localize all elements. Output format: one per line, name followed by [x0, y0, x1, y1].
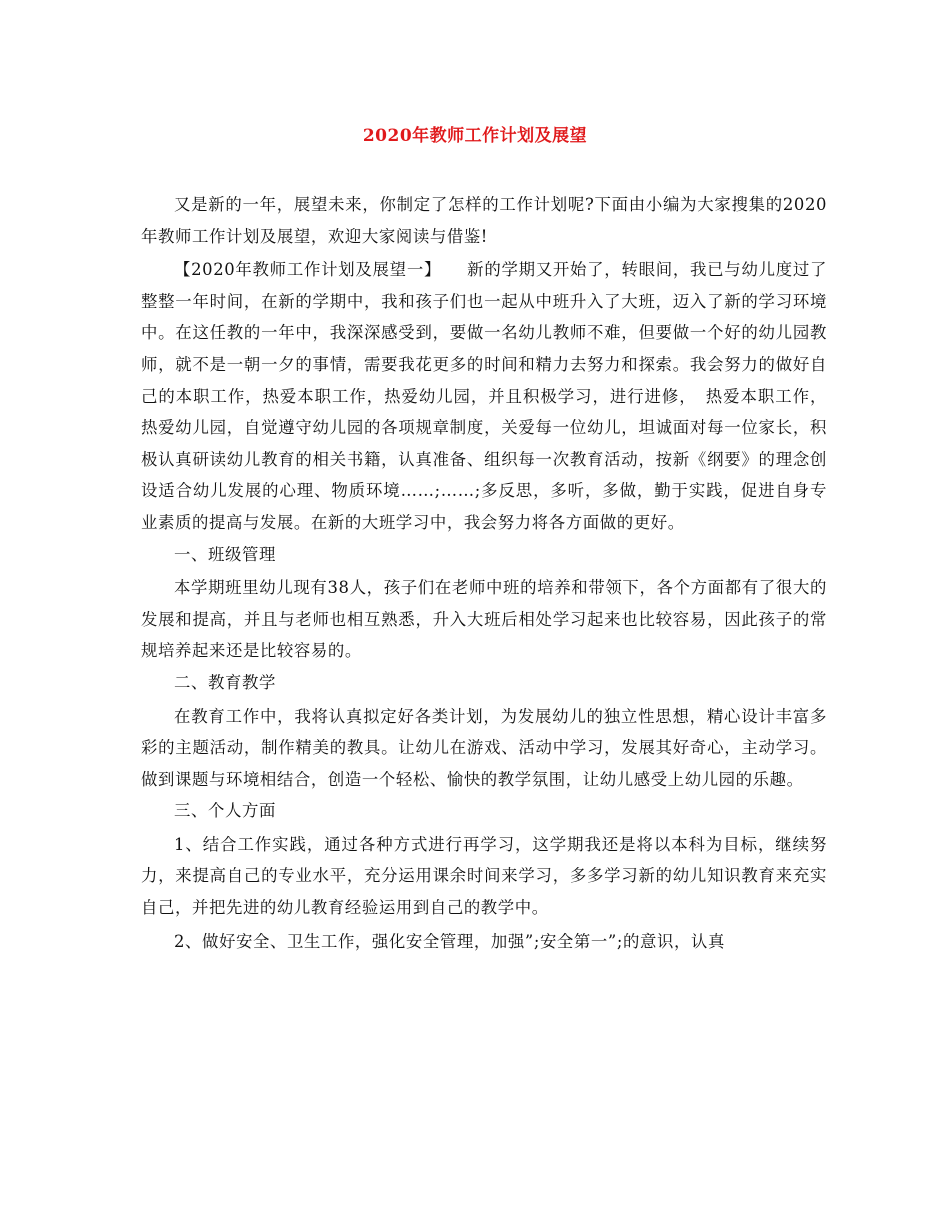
section-heading-teaching: 二、教育教学	[174, 672, 276, 692]
section-heading-personal: 三、个人方面	[174, 801, 276, 821]
section-heading-class-management: 一、班级管理	[174, 544, 276, 564]
document-title: 2020年教师工作计划及展望	[362, 126, 588, 146]
intro-paragraph: 又是新的一年，展望未来，你制定了怎样的工作计划呢?下面由小编为大家搜集的2020年教师工作计划及展望，欢迎大家阅读与借鉴!	[141, 195, 827, 246]
personal-item-2-paragraph: 2、做好安全、卫生工作，强化安全管理，加强”;安全第一”;的意识，认真	[174, 931, 725, 951]
document-body	[141, 189, 827, 957]
plan-one-paragraph: 【2020年教师工作计划及展望一】 新的学期又开始了，转眼间，我已与幼儿度过了整整一年时间，在新的学期中，我和孩子们也一起从中班升入了大班，迈入了新的学习环境中。在这任教的一年中，我深深感受到，要做一名幼儿教师不难，但要做一个好的幼儿园教师，就不是一朝一夕的事情，需要我花更多的时间和精力去努力和探索。我会努力的做好自己的本职工作，热爱本职工作，热爱幼儿园，并且积极学习，进行进修， 热爱本职工作，热爱幼儿园，自觉遵守幼儿园的各项规章制度，关爱每一位幼儿，坦诚面对每一位家长，积极认真研读幼儿教育的相关书籍，认真准备、组织每一次教育活动，按新《纲要》的理念创设适合幼儿发展的心理、物质环境……;……;多反思，多听，多做，勤于实践，促进自身专业素质的提高与发展。在新的大班学习中，我会努力将各方面做的更好。	[141, 260, 827, 532]
teaching-paragraph: 在教育工作中，我将认真拟定好各类计划，为发展幼儿的独立性思想，精心设计丰富多彩的主题活动，制作精美的教具。让幼儿在游戏、活动中学习，发展其好奇心，主动学习。做到课题与环境相结合，创造一个轻松、愉快的教学氛围，让幼儿感受上幼儿园的乐趣。	[141, 706, 827, 789]
class-management-paragraph: 本学期班里幼儿现有38人，孩子们在老师中班的培养和带领下，各个方面都有了很大的发展和提高，并且与老师也相互熟悉，升入大班后相处学习起来也比较容易，因此孩子的常规培养起来还是比较容易的。	[141, 578, 827, 661]
personal-item-1-paragraph: 1、结合工作实践，通过各种方式进行再学习，这学期我还是将以本科为目标，继续努力，来提高自己的专业水平，充分运用课余时间来学习，多多学习新的幼儿知识教育来充实自己，并把先进的幼儿教育经验运用到自己的教学中。	[141, 834, 827, 918]
